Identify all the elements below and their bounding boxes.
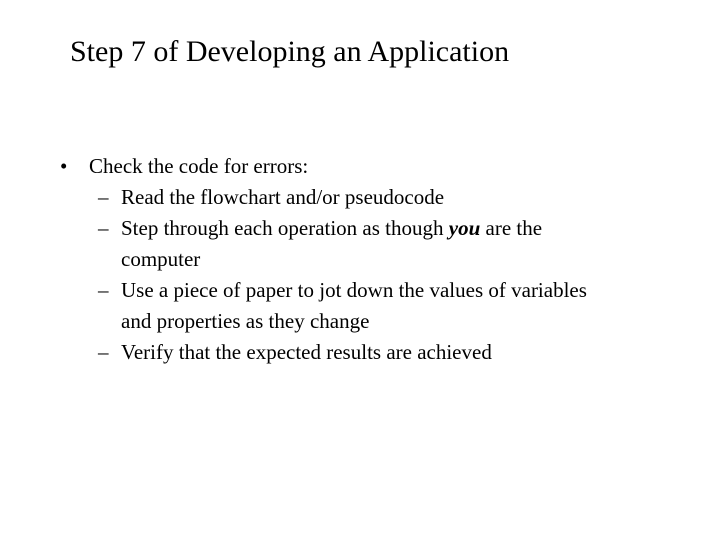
sub-item-text: Read the flowchart and/or pseudocode — [121, 185, 445, 209]
dash-marker: – — [98, 216, 109, 240]
emphasis-you: you — [448, 216, 481, 240]
sub-item-text: Use a piece of paper to jot down the values of variables — [121, 278, 587, 302]
sub-item-step-through — [60, 213, 660, 275]
dash-marker: – — [98, 185, 109, 209]
bullet-text: Check the code for errors: — [89, 154, 309, 178]
sub-item-text: Verify that the expected results are achieved — [121, 340, 492, 364]
sub-item-read-flowchart — [60, 182, 660, 213]
sub-item-text-start: Step through each operation as though — [121, 216, 449, 240]
sub-item-verify-results — [60, 337, 660, 368]
sub-item-text-continued: and properties as they change — [121, 309, 370, 333]
slide-content — [60, 151, 660, 368]
bullet-marker: • — [60, 154, 68, 178]
dash-marker: – — [98, 340, 109, 364]
sub-item-text-end: are the — [480, 216, 543, 240]
slide-title: Step 7 of Developing an Application — [70, 35, 510, 68]
sub-item-piece-of-paper — [60, 275, 660, 337]
sub-bullet-list — [60, 182, 660, 368]
bullet-check-code — [60, 151, 660, 182]
sub-item-text-continued: computer — [121, 247, 201, 271]
dash-marker: – — [98, 278, 109, 302]
